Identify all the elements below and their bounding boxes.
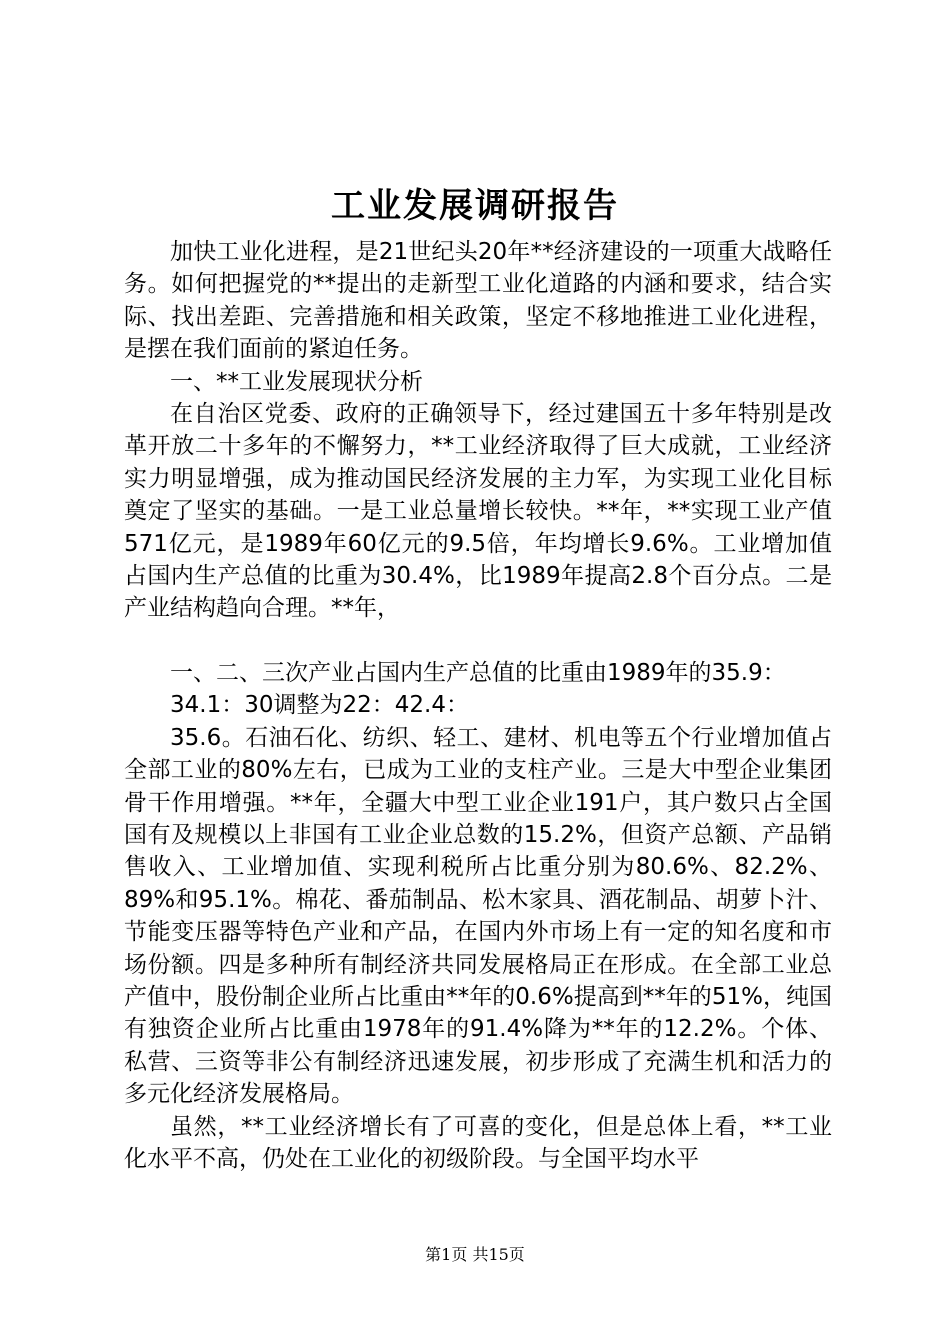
paragraph-ratio-2: 34.1：30调整为22：42.4： (170, 692, 469, 719)
paragraph-status: 在自治区党委、政府的正确领导下，经过建国五十多年特别是改革开放二十多年的不懈努力，**工业经济取得了巨大成就，工业经济实力明显增强，成为推动国民经济发展的主力军，为实现工业化目标奠定了坚实的基础。一是工业总量增长较快。**年，**实现工业产值571亿元，是1989年60亿元的9.5倍，年均增长9.6%。工业增加值占国内生产总值的比重为30.4%，比1989年提高2.8个百分点。二是产业结构趋向合理。**年， (124, 401, 832, 622)
document-body (124, 236, 832, 1175)
paragraph-gap (124, 625, 832, 657)
paragraph-ratio-1: 一、二、三次产业占国内生产总值的比重由1989年的35.9： (170, 659, 786, 686)
document-title: 工业发展调研报告 (331, 186, 619, 226)
paragraph-intro: 加快工业化进程，是21世纪头20年**经济建设的一项重大战略任务。如何把握党的**提出的走新型工业化道路的内涵和要求，结合实际、找出差距、完善措施和相关政策，坚定不移地推进工业化进程，是摆在我们面前的紧迫任务。 (124, 239, 832, 363)
paragraph-conclusion: 虽然，**工业经济增长有了可喜的变化，但是总体上看，**工业化水平不高，仍处在工业化的初级阶段。与全国平均水平 (124, 1113, 832, 1172)
section-heading-1: 一、**工业发展现状分析 (170, 368, 423, 395)
paragraph-structure: 35.6。石油石化、纺织、轻工、建材、机电等五个行业增加值占全部工业的80%左右，已成为工业的支柱产业。三是大中型企业集团骨干作用增强。**年，全疆大中型工业企业191户，其户数只占全国国有及规模以上非国有工业企业总数的15.2%，但资产总额、产品销售收入、工业增加值、实现利税所占比重分别为80.6%、82.2%、89%和95.1%。棉花、番茄制品、松木家具、酒花制品、胡萝卜汁、节能变压器等特色产业和产品，在国内外市场上有一定的知名度和市场份额。四是多种所有制经济共同发展格局正在形成。在全部工业总产值中，股份制企业所占比重由**年的0.6%提高到**年的51%，纯国有独资企业所占比重由1978年的91.4%降为**年的12.2%。个体、私营、三资等非公有制经济迅速发展，初步形成了充满生机和活力的多元化经济发展格局。 (124, 724, 832, 1108)
page-footer: 第1页 共15页 (425, 1245, 525, 1264)
